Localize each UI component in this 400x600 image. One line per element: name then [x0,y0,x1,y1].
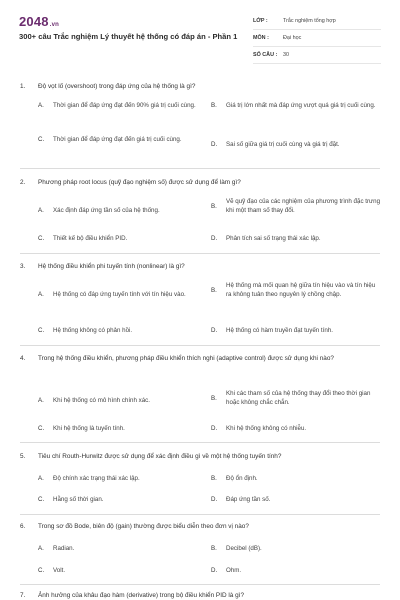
site-logo[interactable] [19,14,59,29]
option-b[interactable] [211,474,381,483]
document-title: 300+ câu Trắc nghiệm Lý thuyết hệ thống có đáp án - Phần 1 [19,32,238,41]
option-text: Vẽ quỹ đạo của các nghiệm của phương trình đặc trưng khi một tham số thay đổi. [226,198,381,215]
question-number: 7. [20,592,26,599]
option-text: Hằng số thời gian. [53,496,104,503]
option-c[interactable] [38,135,208,144]
option-letter: C. [38,425,45,432]
option-text: Decibel (dB). [226,545,262,552]
question-header [20,354,370,364]
option-d[interactable] [211,140,381,149]
question-divider [20,584,380,585]
option-letter: D. [211,141,218,148]
option-text: Radian. [53,545,75,552]
question-text: Trong sơ đồ Bode, biên độ (gain) thường được biểu diễn theo đơn vị nào? [38,523,249,530]
option-letter: D. [211,496,218,503]
question-text: Trong hệ thống điều khiển, phương pháp điều khiển thích nghi (adaptive control) được sử dụng khi nào? [38,355,334,362]
logo-suffix: .vn [49,22,60,28]
question-number: 5. [20,453,26,460]
option-d[interactable] [211,234,381,243]
question-number: 1. [20,83,26,90]
meta-value: Đại học [283,35,302,41]
question-header [20,82,370,92]
option-letter: C. [38,136,45,143]
question-divider [20,442,380,443]
option-d[interactable] [211,424,381,433]
option-a[interactable] [38,544,208,553]
question-divider [20,168,380,169]
option-text: Độ chính xác trạng thái xác lập. [53,475,140,482]
question-text: Tiêu chí Routh-Hurwitz được sử dụng để xác định điều gì về một hệ thống tuyến tính? [38,453,282,460]
option-letter: A. [38,397,44,404]
question-header [20,522,370,532]
logo-text: 2048 [19,14,49,29]
question-divider [20,253,380,254]
option-text: Thời gian để đáp ứng đạt đến 90% giá trị cuối cùng. [53,102,196,109]
option-a[interactable] [38,101,208,110]
option-letter: A. [38,291,44,298]
option-letter: C. [38,567,45,574]
option-text: Khi hệ thống không có nhiễu. [226,425,307,432]
option-letter: B. [211,475,217,482]
meta-label: SỐ CÂU : [253,52,278,58]
option-text: Đáp ứng tần số. [226,496,271,503]
meta-value: Trắc nghiệm tổng hợp [283,18,336,24]
question-number: 3. [20,263,26,270]
option-a[interactable] [38,396,208,405]
option-d[interactable] [211,566,381,575]
option-letter: D. [211,425,218,432]
option-c[interactable] [38,424,208,433]
option-d[interactable] [211,495,381,504]
meta-row-class [253,13,381,30]
option-c[interactable] [38,566,208,575]
question-header [20,591,370,600]
question-header [20,178,370,188]
option-a[interactable] [38,290,208,299]
option-letter: B. [211,394,217,402]
option-text: Sai số giữa giá trị cuối cùng và giá trị đặt. [226,141,340,148]
option-b[interactable] [211,544,381,553]
meta-value: 30 [283,52,289,58]
meta-row-subject [253,30,381,47]
question-text: Độ vọt lố (overshoot) trong đáp ứng của hệ thống là gì? [38,83,196,90]
question-header [20,452,370,462]
option-letter: A. [38,207,44,214]
option-c[interactable] [38,326,208,335]
question-divider [20,345,380,346]
option-text: Độ ổn định. [226,475,258,482]
option-letter: A. [38,102,44,109]
question-number: 4. [20,355,26,362]
option-text: Volt. [53,567,66,574]
option-letter: B. [211,286,217,294]
option-text: Khi hệ thống có mô hình chính xác. [53,397,150,404]
option-b[interactable] [211,389,381,408]
option-letter: B. [211,545,217,552]
page-header [0,0,400,70]
option-text: Hệ thống mà mối quan hệ giữa tín hiệu vào và tín hiệu ra không tuân theo nguyên lý chồng chập. [226,282,376,299]
meta-label: MÔN : [253,35,269,41]
option-text: Hệ thống có đáp ứng tuyến tính với tín hiệu vào. [53,291,186,298]
option-text: Hệ thống không có phản hồi. [53,327,133,334]
option-text: Ohm. [226,567,242,574]
option-letter: D. [211,567,218,574]
option-letter: A. [38,545,44,552]
question-text: Hệ thống điều khiển phi tuyến tính (nonlinear) là gì? [38,263,185,270]
quiz-meta [253,13,381,64]
option-d[interactable] [211,326,381,335]
option-b[interactable] [211,281,381,300]
option-letter: C. [38,496,45,503]
option-text: Khi hệ thống là tuyến tính. [53,425,125,432]
option-text: Hệ thống có hàm truyền đạt tuyến tính. [226,327,333,334]
question-text: Ảnh hưởng của khâu đạo hàm (derivative) trong bộ điều khiển PID là gì? [38,592,244,599]
question-number: 6. [20,523,26,530]
option-text: Thiết kế bộ điều khiển PID. [53,235,128,242]
option-c[interactable] [38,495,208,504]
question-divider [20,514,380,515]
question-text: Phương pháp root locus (quỹ đạo nghiệm số) được sử dụng để làm gì? [38,179,241,186]
option-a[interactable] [38,206,208,215]
option-text: Thời gian để đáp ứng đạt đến giá trị cuối cùng. [53,136,182,143]
meta-label: LỚP : [253,18,268,24]
option-text: Khi các tham số của hệ thống thay đổi theo thời gian hoặc không chắc chắn. [226,390,371,407]
question-header [20,262,370,272]
option-text: Phân tích sai số trạng thái xác lập. [226,235,321,242]
option-letter: B. [211,202,217,210]
option-letter: A. [38,475,44,482]
option-letter: D. [211,235,218,242]
option-c[interactable] [38,234,208,243]
option-letter: C. [38,327,45,334]
option-a[interactable] [38,474,208,483]
option-letter: B. [211,102,217,109]
question-number: 2. [20,179,26,186]
meta-row-count [253,47,381,64]
option-letter: C. [38,235,45,242]
option-b[interactable] [211,197,381,216]
option-text: Giá trị lớn nhất mà đáp ứng vượt quá giá trị cuối cùng. [226,102,376,109]
option-text: Xác định đáp ứng tần số của hệ thống. [53,207,160,214]
option-letter: D. [211,327,218,334]
option-b[interactable] [211,101,381,110]
